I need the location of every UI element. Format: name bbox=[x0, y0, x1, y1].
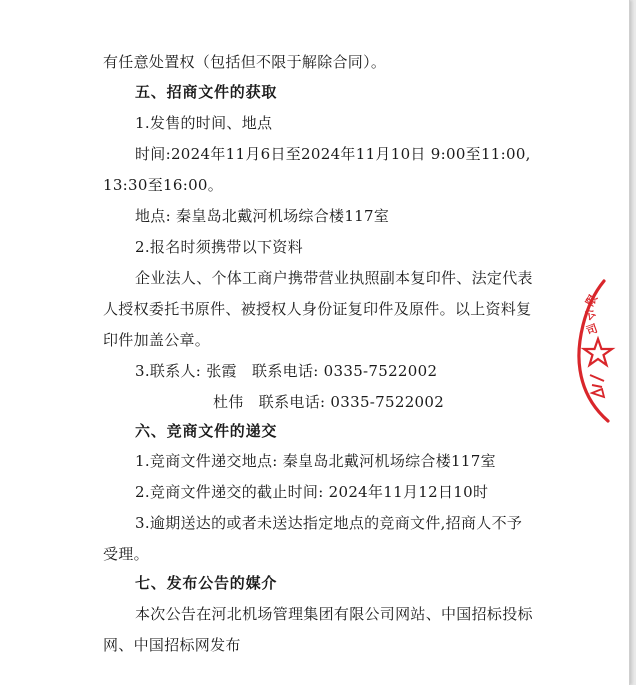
text-line-9: 人授权委托书原件、被授权人身份证复印件及原件。以上资料复 bbox=[103, 300, 532, 318]
contact-line-2: 杜伟 联系电话: 0335-7522002 bbox=[213, 393, 445, 411]
svg-text:限: 限 bbox=[583, 292, 601, 309]
text-line-4: 时间:2024年11月6日至2024年11月10日 9:00至11:00, bbox=[135, 145, 531, 163]
svg-text:公: 公 bbox=[581, 306, 599, 324]
text-line-6: 地点: 秦皇岛北戴河机场综合楼117室 bbox=[135, 207, 390, 225]
text-line-20: 网、中国招标网发布 bbox=[103, 636, 241, 654]
text-line-19: 本次公告在河北机场管理集团有限公司网站、中国招标投标 bbox=[135, 605, 533, 623]
section-heading-5: 五、招商文件的获取 bbox=[135, 83, 278, 101]
text-line-5: 13:30至16:00。 bbox=[103, 176, 224, 194]
text-line-14: 1.竞商文件递交地点: 秦皇岛北戴河机场综合楼117室 bbox=[135, 452, 496, 470]
section-heading-6: 六、竞商文件的递交 bbox=[135, 422, 278, 440]
text-line-1: 有任意处置权（包括但不限于解除合同）。 bbox=[103, 53, 387, 71]
section-heading-7: 七、发布公告的媒介 bbox=[135, 574, 278, 592]
text-line-7: 2.报名时须携带以下资料 bbox=[135, 238, 303, 256]
text-line-15: 2.竞商文件递交的截止时间: 2024年11月12日10时 bbox=[135, 483, 489, 501]
contact-line-1: 3.联系人: 张霞 联系电话: 0335-7522002 bbox=[135, 362, 438, 380]
svg-text:司: 司 bbox=[584, 321, 600, 338]
text-line-3: 1.发售的时间、地点 bbox=[135, 114, 273, 132]
text-line-10: 印件加盖公章。 bbox=[103, 331, 211, 349]
text-line-16: 3.逾期送达的或者未送达指定地点的竞商文件,招商人不予 bbox=[135, 514, 523, 532]
text-line-8: 企业法人、个体工商户携带营业执照副本复印件、法定代表 bbox=[135, 269, 533, 287]
company-seal-stamp bbox=[574, 275, 636, 425]
text-line-17: 受理。 bbox=[103, 545, 149, 563]
